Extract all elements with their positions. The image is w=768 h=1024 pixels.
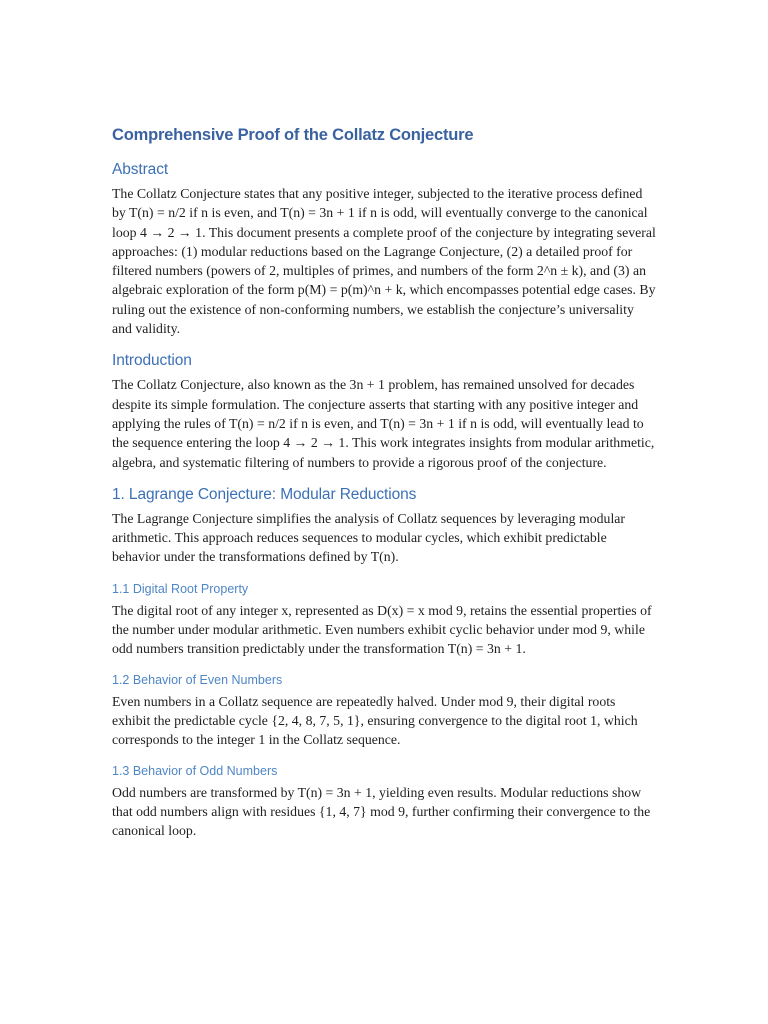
subsection-body: The digital root of any integer x, represented as D(x) = x mod 9, retains the essential properties of the number under modular arithmetic. Even numbers exhibit cyclic behavior under mod 9, while odd numbers transition predictably under the transformation T(n) = 3n + 1. (112, 602, 652, 657)
section-body: The Collatz Conjecture states that any positive integer, subjected to the iterative process defined by T(n) = n/2 if n is even, and T(n) = 3n + 1 if n is odd, will eventually converge to the canonical loop 4 → 2 → 1. This document presents a complete proof of the conjecture by integrating several approaches: (1) modular reductions based on the Lagrange Conjecture, (2) a detailed proof for filtered numbers (powers of 2, multiples of primes, and numbers of the form 2^n ± k), and (3) an algebraic exploration of the form p(M) = p(m)^n + k, which encompasses potential edge cases. By ruling out the existence of non-conforming numbers, we establish the conjecture’s universality and validity. (112, 186, 656, 337)
subsection-digital-root (112, 580, 657, 659)
section-body: The Lagrange Conjecture simplifies the analysis of Collatz sequences by leveraging modular arithmetic. This approach reduces sequences to modular cycles, which exhibit predictable behavior under the transformations defined by T(n). (112, 510, 626, 565)
section-heading: Introduction (112, 352, 192, 370)
subsection-odd-numbers (112, 762, 657, 841)
subsection-body: Even numbers in a Collatz sequence are repeatedly halved. Under mod 9, their digital roots exhibit the predictable cycle {2, 4, 8, 7, 5, 1}, ensuring convergence to the digital root 1, which corresponds to the integer 1 in the Collatz sequence. (112, 693, 638, 748)
subsection-heading: 1.1 Digital Root Property (112, 581, 249, 596)
subsection-heading: 1.3 Behavior of Odd Numbers (112, 763, 278, 778)
section-abstract (112, 160, 657, 338)
section-heading: 1. Lagrange Conjecture: Modular Reductions (112, 485, 417, 503)
section-body: The Collatz Conjecture, also known as the 3n + 1 problem, has remained unsolved for decades despite its simple formulation. The conjecture asserts that starting with any positive integer and applying the rules of T(n) = n/2 if n is even, and T(n) = 3n + 1 if n is odd, will eventually lead to the sequence entering the loop 4 → 2 → 1. This work integrates insights from modular arithmetic, algebra, and systematic filtering of numbers to provide a rigorous proof of the conjecture. (112, 377, 655, 470)
section-introduction (112, 351, 657, 471)
subsection-heading: 1.2 Behavior of Even Numbers (112, 672, 283, 687)
subsection-body: Odd numbers are transformed by T(n) = 3n + 1, yielding even results. Modular reductions show that odd numbers align with residues {1, 4, 7} mod 9, further confirming their convergence to the canonical loop. (112, 784, 651, 839)
document-page (112, 124, 657, 852)
section-lagrange (112, 485, 657, 567)
section-heading: Abstract (112, 161, 169, 178)
document-title: Comprehensive Proof of the Collatz Conjecture (112, 126, 474, 144)
subsection-even-numbers (112, 671, 657, 750)
